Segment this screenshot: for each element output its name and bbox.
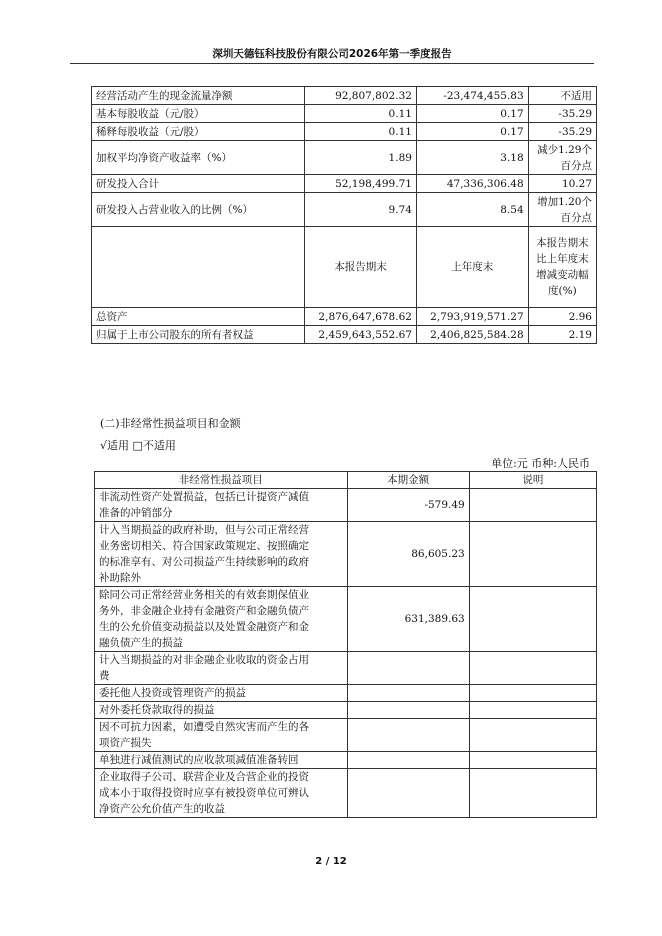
applicability-check: √适用 □不适用: [100, 439, 176, 452]
last-value-cell: 0.17: [416, 105, 528, 123]
current-value-cell: 0.11: [305, 105, 417, 123]
table-row: [92, 175, 597, 193]
amount-cell: [347, 685, 469, 702]
item-cell-line: 生的公允价值变动损益以及处置金融资产和金: [99, 621, 309, 633]
table-row: [92, 326, 597, 344]
item-cell: 研发投入占营业收入的比例（%）: [92, 193, 305, 227]
item-cell-line: 准备的冲销部分: [99, 507, 173, 519]
item-cell: [95, 489, 348, 522]
table-row: [95, 489, 597, 522]
item-cell-line: 计入当期损益的政府补助，但与公司正常经营: [99, 524, 309, 536]
change-cell: [528, 87, 596, 105]
table-subheader-row: [92, 227, 597, 308]
item-cell-line: 除同公司正常经营业务相关的有效套期保值业: [99, 589, 309, 601]
table-row: [95, 719, 597, 752]
table-row: [92, 105, 597, 123]
subheader-change-line: 本报告期末: [536, 237, 589, 249]
item-cell: [95, 719, 348, 752]
current-value-cell: 92,807,802.32: [305, 87, 417, 105]
unit-currency-label: 单位:元 币种:人民币: [491, 457, 590, 470]
amount-cell: 631,389.63: [347, 587, 469, 652]
item-cell-line: 成本小于取得投资时应享有被投资单位可辨认: [99, 787, 309, 799]
current-value-cell: 9.74: [305, 193, 417, 227]
report-header-title: 深圳天德钰科技股份有限公司2026年第一季度报告: [212, 48, 452, 60]
last-value-cell: 8.54: [416, 193, 528, 227]
table-row: [92, 87, 597, 105]
subheader-change-line: 比上年度末: [536, 253, 589, 265]
item-cell: [95, 752, 348, 769]
item-cell: 总资产: [92, 308, 305, 326]
amount-cell: [347, 769, 469, 818]
table-row: [95, 522, 597, 587]
key-financial-data-body: [92, 87, 597, 344]
last-value-cell: 0.17: [416, 123, 528, 141]
item-cell: [95, 702, 348, 719]
item-cell: 加权平均净资产收益率（%）: [92, 141, 305, 175]
note-cell: [469, 752, 596, 769]
item-cell: [95, 685, 348, 702]
table-row: [95, 752, 597, 769]
subheader-current: 本报告期末: [305, 227, 417, 308]
change-cell: [528, 193, 596, 227]
current-value-cell: 1.89: [305, 141, 417, 175]
change-cell-line: -35.29: [558, 107, 592, 120]
table-row: [92, 193, 597, 227]
amount-cell: [347, 752, 469, 769]
note-cell: [469, 769, 596, 818]
change-cell-line: 百分点: [560, 211, 592, 224]
empty-cell: [92, 227, 305, 308]
note-cell: [469, 587, 596, 652]
item-cell-line: 委托他人投资或管理资产的损益: [99, 687, 246, 699]
header-item: 非经常性损益项目: [95, 472, 348, 489]
amount-cell: [347, 652, 469, 685]
item-cell: [95, 769, 348, 818]
note-cell: [469, 652, 596, 685]
item-cell: [95, 652, 348, 685]
amount-cell: 86,605.23: [347, 522, 469, 587]
change-cell: [528, 105, 596, 123]
section-title-nonrecurring: (二)非经常性损益项目和金额: [100, 417, 241, 430]
item-cell-line: 项资产损失: [99, 737, 152, 749]
current-value-cell: 2,876,647,678.62: [305, 308, 417, 326]
note-cell: [469, 685, 596, 702]
subheader-change-line: 度(%): [548, 285, 577, 297]
last-value-cell: 2,406,825,584.28: [416, 326, 528, 344]
table-row: [92, 141, 597, 175]
subheader-change-line: 增减变动幅: [536, 269, 589, 281]
key-financial-data-table: [91, 86, 597, 344]
last-value-cell: 47,336,306.48: [416, 175, 528, 193]
subheader-last: 上年度末: [416, 227, 528, 308]
item-cell: 归属于上市公司股东的所有者权益: [92, 326, 305, 344]
change-cell-line: 2.96: [568, 310, 592, 323]
item-cell: 经营活动产生的现金流量净额: [92, 87, 305, 105]
subheader-change: [528, 227, 596, 308]
page-number: 2 / 12: [315, 856, 347, 867]
item-cell-line: 的标准享有、对公司损益产生持续影响的政府: [99, 556, 309, 568]
nonrecurring-items-table: [94, 471, 597, 818]
item-cell-line: 企业取得子公司、联营企业及合营企业的投资: [99, 771, 309, 783]
current-value-cell: 52,198,499.71: [305, 175, 417, 193]
amount-cell: -579.49: [347, 489, 469, 522]
table-row: [95, 702, 597, 719]
table-row: [95, 769, 597, 818]
item-cell-line: 计入当期损益的对非金融企业收取的资金占用: [99, 654, 309, 666]
table-row: [95, 685, 597, 702]
item-cell: 稀释每股收益（元/股）: [92, 123, 305, 141]
note-cell: [469, 489, 596, 522]
change-cell-line: 不适用: [560, 89, 592, 102]
amount-cell: [347, 702, 469, 719]
item-cell-line: 净资产公允价值产生的收益: [99, 803, 225, 815]
last-value-cell: 3.18: [416, 141, 528, 175]
item-cell: [95, 587, 348, 652]
change-cell-line: 减少1.29个: [537, 143, 592, 156]
change-cell-line: 2.19: [568, 328, 592, 341]
item-cell-line: 费: [99, 670, 110, 682]
item-cell-line: 融负债产生的损益: [99, 637, 183, 649]
change-cell: [528, 175, 596, 193]
item-cell: 基本每股收益（元/股）: [92, 105, 305, 123]
last-value-cell: 2,793,919,571.27: [416, 308, 528, 326]
item-cell-line: 补助除外: [99, 572, 141, 584]
change-cell: [528, 141, 596, 175]
amount-cell: [347, 719, 469, 752]
note-cell: [469, 719, 596, 752]
header-amount: 本期金额: [347, 472, 469, 489]
table-row: [95, 587, 597, 652]
table-header-row: [95, 472, 597, 489]
change-cell: [528, 308, 596, 326]
change-cell-line: 百分点: [560, 159, 592, 172]
item-cell-line: 单独进行减值测试的应收款项减值准备转回: [99, 754, 299, 766]
note-cell: [469, 702, 596, 719]
change-cell: [528, 326, 596, 344]
item-cell-line: 业务密切相关、符合国家政策规定、按照确定: [99, 540, 309, 552]
table-row: [92, 123, 597, 141]
table-row: [92, 308, 597, 326]
item-cell-line: 务外，非金融企业持有金融资产和金融负债产: [99, 605, 309, 617]
item-cell-line: 对外委托贷款取得的损益: [99, 704, 215, 716]
header-note: 说明: [469, 472, 596, 489]
change-cell-line: 增加1.20个: [537, 195, 592, 208]
change-cell-line: -35.29: [558, 125, 592, 138]
current-value-cell: 0.11: [305, 123, 417, 141]
item-cell: 研发投入合计: [92, 175, 305, 193]
last-value-cell: -23,474,455.83: [416, 87, 528, 105]
item-cell-line: 非流动性资产处置损益，包括已计提资产减值: [99, 491, 309, 503]
current-value-cell: 2,459,643,552.67: [305, 326, 417, 344]
item-cell-line: 因不可抗力因素，如遭受自然灾害而产生的各: [99, 721, 309, 733]
table-row: [95, 652, 597, 685]
change-cell-line: 10.27: [561, 177, 592, 190]
change-cell: [528, 123, 596, 141]
nonrecurring-items-body: [95, 472, 597, 818]
header-divider: [70, 63, 594, 64]
item-cell: [95, 522, 348, 587]
note-cell: [469, 522, 596, 587]
